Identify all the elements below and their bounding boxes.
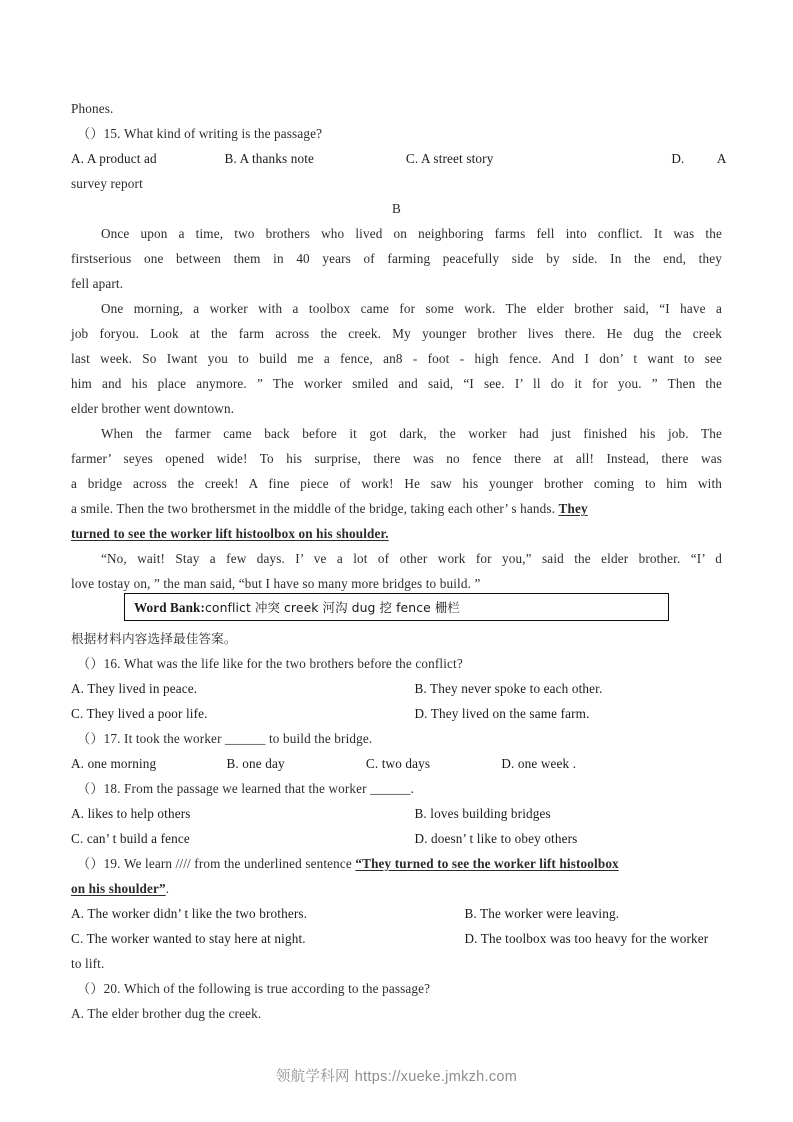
question-16-stem: （）16. What was the life like for the two brothers before the conflict? bbox=[77, 656, 463, 671]
question-15-stem: （）15. What kind of writing is the passage? bbox=[77, 126, 323, 141]
word-bank-entries: conflict 冲突 creek 河沟 dug 挖 fence 栅栏 bbox=[205, 600, 460, 615]
passage-p3-line-4 bbox=[71, 496, 722, 521]
passage-paragraph-2 bbox=[71, 296, 722, 421]
answer-instruction: 根据材料内容选择最佳答案。 bbox=[71, 631, 237, 646]
question-17-option-b[interactable]: B. one day bbox=[226, 756, 285, 771]
question-17-option-a[interactable]: A. one morning bbox=[71, 756, 157, 771]
question-18-option-c[interactable]: C. can’ t build a fence bbox=[71, 831, 190, 846]
passage-p2-line-1: One morning, a worker with a toolbox came for some work. The elder brother said, “I have a bbox=[101, 301, 722, 316]
passage-p2-line-3: last week. So Iwant you to build me a fence, an8 - foot - high fence. And I don’ t want to see bbox=[71, 351, 722, 366]
question-15-option-d-tail[interactable]: A bbox=[716, 151, 727, 166]
question-19-option-a[interactable]: A. The worker didn’ t like the two brothers. bbox=[71, 906, 308, 921]
word-bank-label: Word Bank: bbox=[134, 600, 205, 615]
question-19-stem-plain: （）19. We learn //// from the underlined sentence bbox=[77, 856, 356, 871]
question-19-stem-tail: . bbox=[165, 881, 170, 896]
question-20-stem: （）20. Which of the following is true according to the passage? bbox=[77, 981, 431, 996]
passage-p4-line-1: “No, wait! Stay a few days. I’ ve a lot of other work for you,” said the elder brother. “I’ d bbox=[101, 551, 722, 566]
passage-p1-line-2: firstserious one between them in 40 years of farming peacefully side by side. In the end, they bbox=[71, 251, 722, 266]
passage-paragraph-3 bbox=[71, 421, 722, 546]
question-19-options-row-1 bbox=[71, 901, 722, 926]
question-16-option-c[interactable]: C. They lived a poor life. bbox=[71, 706, 208, 721]
underlined-sentence-part-1: They bbox=[558, 501, 588, 516]
question-16-option-a[interactable]: A. They lived in peace. bbox=[71, 681, 198, 696]
passage-paragraph-1 bbox=[71, 221, 722, 296]
question-18-stem: （）18. From the passage we learned that the worker ______. bbox=[77, 781, 415, 796]
question-17-option-d[interactable]: D. one week . bbox=[501, 756, 577, 771]
underlined-sentence-part-2: turned to see the worker lift histoolbox on his shoulder. bbox=[71, 526, 389, 541]
question-18-option-a[interactable]: A. likes to help others bbox=[71, 806, 191, 821]
section-heading-b: B bbox=[392, 201, 401, 216]
question-19-option-c[interactable]: C. The worker wanted to stay here at night. bbox=[71, 931, 306, 946]
passage-continuation-line: Phones. bbox=[71, 101, 114, 116]
exam-page-content bbox=[71, 96, 727, 1026]
question-15-option-d-wrap: survey report bbox=[71, 176, 143, 191]
question-19-stem-line-1 bbox=[71, 851, 722, 876]
passage-p1-line-1: Once upon a time, two brothers who lived on neighboring farms fell into conflict. It was the bbox=[101, 226, 722, 241]
passage-p2-line-4: him and his place anymore. ” The worker smiled and said, “I see. I’ ll do it for you. ” Then the bbox=[71, 376, 722, 391]
question-20-option-a[interactable]: A. The elder brother dug the creek. bbox=[71, 1006, 262, 1021]
question-17-option-c[interactable]: C. two days bbox=[365, 756, 431, 771]
question-15-option-b[interactable]: B. A thanks note bbox=[224, 151, 315, 166]
question-17-options-row bbox=[71, 751, 722, 776]
word-bank-box bbox=[124, 593, 669, 621]
passage-p3-line-3: a bridge across the creek! A fine piece of work! He saw his younger brother coming to him with bbox=[71, 476, 722, 491]
footer-site-name: 领航学科网 bbox=[275, 1069, 350, 1085]
question-18-option-d[interactable]: D. doesn’ t like to obey others bbox=[414, 831, 578, 846]
passage-p2-line-2: job foryou. Look at the farm across the creek. My younger brother lives there. He dug the creek bbox=[71, 326, 722, 341]
question-19-option-d[interactable]: D. The toolbox was too heavy for the worker bbox=[464, 931, 709, 946]
question-18-options-row-1 bbox=[71, 801, 722, 826]
footer-watermark bbox=[0, 1065, 793, 1086]
passage-paragraph-4 bbox=[71, 546, 722, 596]
question-18-option-b[interactable]: B. loves building bridges bbox=[414, 806, 551, 821]
question-16-options-row-2 bbox=[71, 701, 722, 726]
question-15-options-row bbox=[71, 146, 727, 171]
footer-url: https://xueke.jmkzh.com bbox=[354, 1069, 518, 1085]
question-19-option-b[interactable]: B. The worker were leaving. bbox=[464, 906, 620, 921]
question-19-quoted-sentence-part-1: “They turned to see the worker lift histoolbox bbox=[355, 856, 619, 871]
question-19-quoted-sentence-part-2: on his shoulder” bbox=[71, 881, 166, 896]
question-15-option-d-label[interactable]: D. bbox=[671, 151, 685, 166]
passage-p3-line-2: farmer’ seyes opened wide! To his surprise, there was no fence there at all! Instead, there was bbox=[71, 451, 722, 466]
question-16-option-b[interactable]: B. They never spoke to each other. bbox=[414, 681, 603, 696]
question-18-options-row-2 bbox=[71, 826, 722, 851]
question-16-options-row-1 bbox=[71, 676, 722, 701]
question-19-stem-line-2 bbox=[71, 876, 722, 901]
question-17-stem: （）17. It took the worker ______ to build the bridge. bbox=[77, 731, 373, 746]
question-15-option-c[interactable]: C. A street story bbox=[405, 151, 494, 166]
passage-p4-line-2: love tostay on, ” the man said, “but I have so many more bridges to build. ” bbox=[71, 576, 481, 591]
passage-p3-line-4-plain: a smile. Then the two brothersmet in the middle of the bridge, taking each other’ s hands. bbox=[71, 501, 559, 516]
question-15-option-a[interactable]: A. A product ad bbox=[71, 151, 157, 166]
passage-p3-line-1: When the farmer came back before it got dark, the worker had just finished his job. The bbox=[101, 426, 722, 441]
question-19-option-d-wrap: to lift. bbox=[71, 956, 105, 971]
passage-p1-line-3: fell apart. bbox=[71, 276, 124, 291]
question-16-option-d[interactable]: D. They lived on the same farm. bbox=[414, 706, 590, 721]
passage-p2-line-5: elder brother went downtown. bbox=[71, 401, 235, 416]
question-19-options-row-2 bbox=[71, 926, 722, 951]
